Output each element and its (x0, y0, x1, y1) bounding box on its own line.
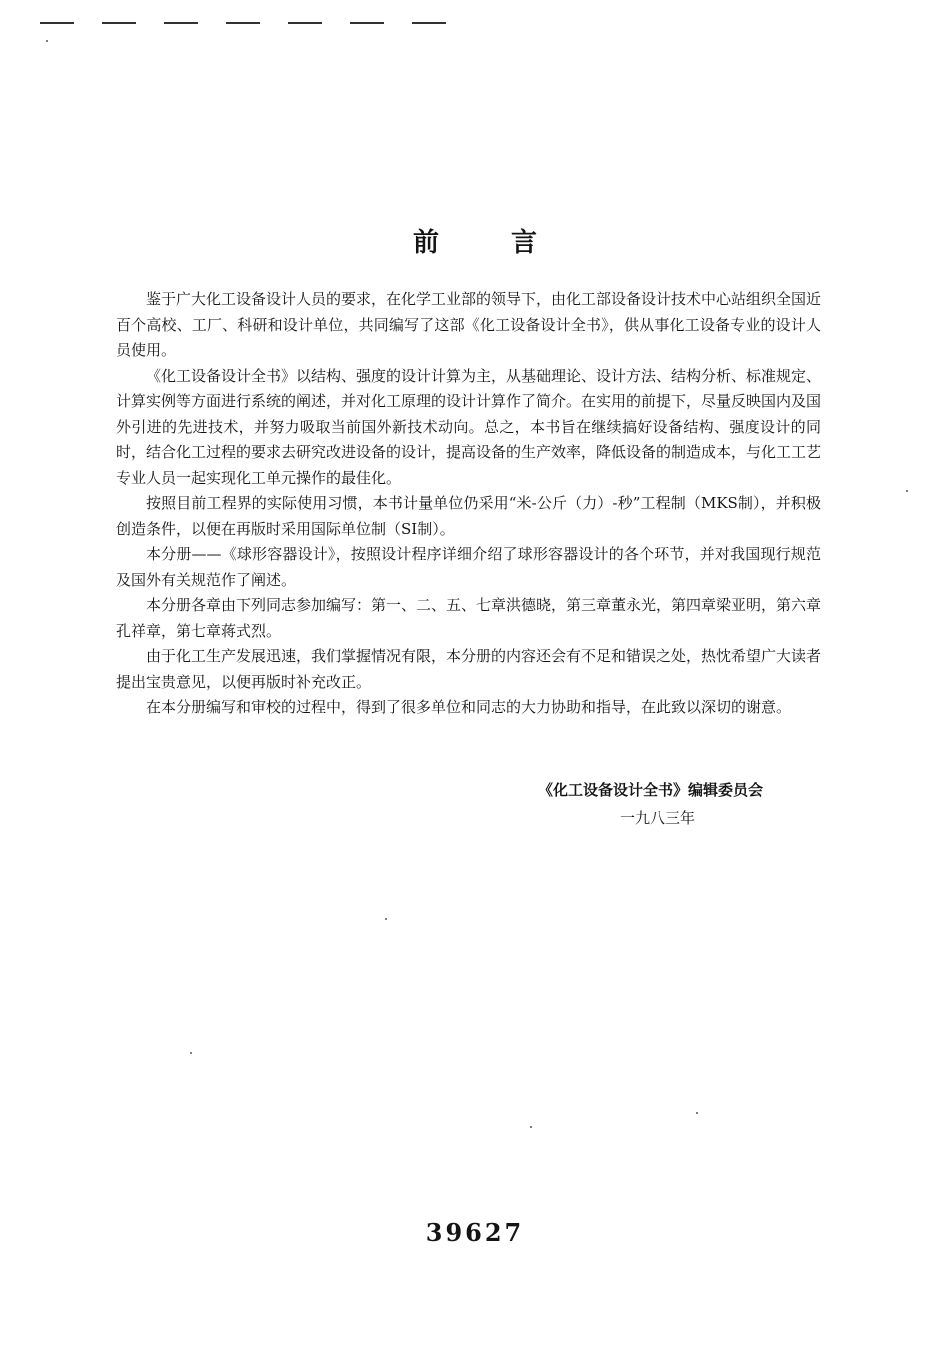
preface-body (116, 287, 821, 721)
paragraph-6: 由于化工生产发展迅速，我们掌握情况有限，本分册的内容还会有不足和错误之处，热忱希望广大读者提出宝贵意见，以便再版时补充改正。 (116, 647, 822, 691)
header-dash (288, 22, 322, 24)
header-dash (350, 22, 384, 24)
paragraph-1: 鉴于广大化工设备设计人员的要求，在化学工业部的领导下，由化工部设备设计技术中心站组织全国近百个高校、工厂、科研和设计单位，共同编写了这部《化工设备设计全书》，供从事化工设备专业的设计人员使用。 (116, 290, 822, 359)
scan-speck (530, 1126, 532, 1128)
header-dash (40, 22, 74, 24)
paragraph-7: 在本分册编写和审校的过程中，得到了很多单位和同志的大力协助和指导，在此致以深切的谢意。 (146, 698, 792, 716)
header-dash (412, 22, 446, 24)
scan-speck (190, 1052, 192, 1054)
header-rule (40, 18, 440, 32)
scan-speck (906, 490, 908, 492)
paragraph-2: 《化工设备设计全书》以结构、强度的设计计算为主，从基础理论、设计方法、结构分析、标准规定、计算实例等方面进行系统的阐述，并对化工原理的设计计算作了简介。在实用的前提下，尽量反映国内及国外引进的先进技术，并努力吸取当前国外新技术动向。总之，本书旨在继续搞好设备结构、强度设计的同时，结合化工过程的要求去研究改进设备的设计，提高设备的生产效率，降低设备的制造成本，与化工工艺专业人员一起实现化工单元操作的最佳化。 (116, 366, 822, 487)
publication-year: 一九八三年 (620, 809, 696, 827)
header-dash (102, 22, 136, 24)
paragraph-5: 本分册各章由下列同志参加编写：第一、二、五、七章洪德晓，第三章董永光，第四章梁亚明，第六章孔祥章，第七章蒋式烈。 (116, 596, 822, 640)
header-dash (164, 22, 198, 24)
page-title: 前言 (412, 228, 609, 258)
header-dash (226, 22, 260, 24)
paragraph-4: 本分册——《球形容器设计》，按照设计程序详细介绍了球形容器设计的各个环节，并对我国现行规范及国外有关规范作了阐述。 (116, 545, 821, 589)
page-number: 39627 (425, 1218, 525, 1247)
scan-speck (46, 40, 48, 42)
scan-speck (696, 1112, 698, 1114)
paragraph-3: 按照目前工程界的实际使用习惯，本书计量单位仍采用“米-公斤（力）-秒”工程制（MKS制），并积极创造条件，以便在再版时采用国际单位制（SI制）。 (116, 494, 821, 538)
signature-block (470, 780, 830, 828)
scan-speck (385, 918, 387, 920)
editor-committee: 《化工设备设计全书》编辑委员会 (538, 781, 764, 799)
